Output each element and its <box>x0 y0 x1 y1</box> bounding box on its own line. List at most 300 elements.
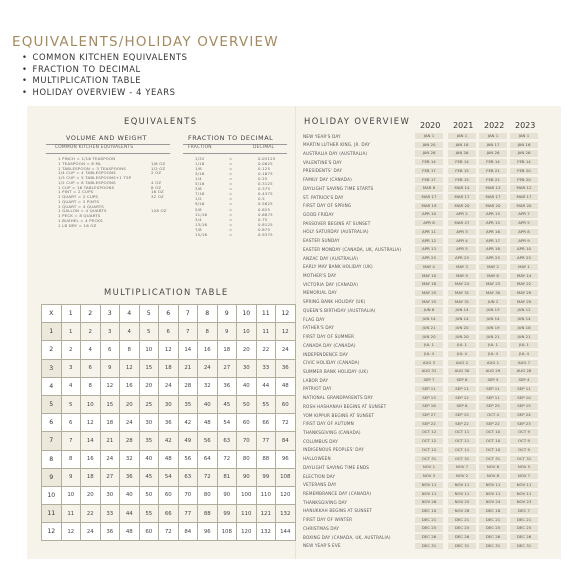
holiday-date: NOV 24 <box>479 499 507 505</box>
multiplication-product: 30 <box>139 414 159 432</box>
multiplication-row <box>42 359 296 377</box>
multiplication-product: 64 <box>198 450 218 468</box>
multiplication-product: 8 <box>81 377 101 395</box>
multiplication-product: 40 <box>139 450 159 468</box>
multiplication-product: 24 <box>81 523 101 541</box>
fraction-value: 1/8 <box>195 166 202 172</box>
multiplication-factor: 2 <box>81 305 101 323</box>
holiday-date: FEB 21 <box>479 177 507 183</box>
kitchen-equivalent-value: 16 OZ <box>151 189 164 195</box>
decimal-value: 0.375 <box>258 186 271 192</box>
multiplication-product: 55 <box>256 395 276 413</box>
holiday-row <box>303 517 539 524</box>
holiday-date: MAR 17 <box>479 194 507 200</box>
holiday-name: PATRIOT DAY <box>303 386 332 392</box>
holiday-date: NOV 11 <box>448 491 476 497</box>
holiday-date: FEB 21 <box>479 168 507 174</box>
holiday-date: OCT 9 <box>510 429 538 435</box>
multiplication-product: 96 <box>276 450 296 468</box>
multiplication-factor: 11 <box>42 505 62 523</box>
multiplication-product: 4 <box>81 341 101 359</box>
multiplication-product: 24 <box>159 377 179 395</box>
holiday-date: APR 16 <box>479 229 507 235</box>
holiday-date: JUN 12 <box>510 307 538 313</box>
holiday-row <box>303 325 539 332</box>
holiday-row <box>303 185 539 192</box>
holiday-row <box>303 316 539 323</box>
holiday-date: NOV 11 <box>510 482 538 488</box>
holiday-date: MAY 31 <box>448 290 476 296</box>
multiplication-product: 8 <box>61 450 81 468</box>
holiday-name: YOM KIPPUR BEGINS AT SUNSET <box>303 412 375 418</box>
holiday-date: FEB 17 <box>415 177 443 183</box>
holiday-name: PASSOVER BEGINS AT SUNSET <box>303 220 371 226</box>
holiday-row <box>303 534 539 541</box>
multiplication-product: 66 <box>256 414 276 432</box>
multiplication-factor: 5 <box>139 305 159 323</box>
holiday-date: APR 9 <box>510 238 538 244</box>
multiplication-product: 60 <box>159 486 179 504</box>
holiday-row <box>303 229 539 236</box>
multiplication-factor: 11 <box>256 305 276 323</box>
holiday-name: INDEPENDENCE DAY <box>303 351 349 357</box>
holiday-date: JUN 2 <box>479 299 507 305</box>
multiplication-product: 14 <box>81 432 101 450</box>
holiday-name: ROSH HASHANAH BEGINS AT SUNSET <box>303 403 387 409</box>
holiday-name: MEMORIAL DAY <box>303 290 337 296</box>
contents-item: • HOLIDAY OVERVIEW - 4 YEARS <box>30 87 188 99</box>
kitchen-equivalent-line: 1 TEASPOON = 8 ML <box>58 160 102 166</box>
multiplication-product: 36 <box>217 377 237 395</box>
multiplication-product: 110 <box>237 505 257 523</box>
multiplication-product: 60 <box>237 414 257 432</box>
holiday-date: APR 10 <box>415 211 443 217</box>
kitchen-equivalent-line: 1 CUP = 16 TABLESPOONS <box>58 184 115 190</box>
holiday-name: ELECTION DAY <box>303 473 336 479</box>
holiday-date: JUN 19 <box>479 325 507 331</box>
holiday-date: DEC 25 <box>510 525 538 531</box>
contents-item: • COMMON KITCHEN EQUIVALENTS <box>30 52 188 64</box>
holiday-date: OCT 11 <box>448 447 476 453</box>
multiplication-product: 5 <box>61 395 81 413</box>
holiday-date: JUL 4 <box>448 351 476 357</box>
holiday-date: FEB 14 <box>510 159 538 165</box>
multiplication-factor: 10 <box>42 486 62 504</box>
multiplication-factor: 4 <box>120 305 140 323</box>
holiday-date: MAY 31 <box>448 299 476 305</box>
holiday-date: FEB 15 <box>448 177 476 183</box>
holiday-date: NOV 7 <box>510 473 538 479</box>
holiday-date: MAY 3 <box>448 264 476 270</box>
holiday-date: JUL 1 <box>510 342 538 348</box>
holiday-row <box>303 403 539 410</box>
kitchen-equivalent-line: 1 QUART = 2 PINTS <box>58 198 100 204</box>
multiplication-row <box>42 468 296 486</box>
holiday-date: SEP 24 <box>510 412 538 418</box>
holiday-date: DEC 31 <box>510 543 538 549</box>
fraction-value: 3/16 <box>195 171 205 177</box>
fraction-value: 11/16 <box>195 211 208 217</box>
holiday-date: AUG 2 <box>448 360 476 366</box>
holiday-date: NOV 1 <box>415 464 443 470</box>
holiday-date: SEP 11 <box>510 386 538 392</box>
holiday-row <box>303 525 539 532</box>
decimal-value: 0.9375 <box>258 231 273 237</box>
multiplication-product: 16 <box>81 450 101 468</box>
holiday-row <box>303 456 539 463</box>
multiplication-product: 36 <box>159 414 179 432</box>
multiplication-product: 144 <box>276 523 296 541</box>
multiplication-product: 63 <box>178 468 198 486</box>
holiday-date: APR 8 <box>510 229 538 235</box>
holiday-date: JUN 18 <box>510 325 538 331</box>
holiday-date: APR 2 <box>448 211 476 217</box>
multiplication-product: 35 <box>178 395 198 413</box>
holiday-row <box>303 142 539 149</box>
holiday-date: JUN 14 <box>510 316 538 322</box>
holiday-date: OCT 10 <box>479 447 507 453</box>
holiday-date: APR 18 <box>479 246 507 252</box>
holiday-name: INDIGENOUS PEOPLES' DAY <box>303 447 365 453</box>
divider <box>183 153 287 154</box>
multiplication-product: 10 <box>61 486 81 504</box>
holiday-date: APR 12 <box>415 238 443 244</box>
holiday-date: APR 5 <box>510 220 538 226</box>
holiday-date: JUN 14 <box>448 316 476 322</box>
fraction-value: 1/16 <box>195 161 205 167</box>
multiplication-product: 4 <box>61 377 81 395</box>
holiday-row <box>303 342 539 349</box>
kitchen-equivalent-line: 1 LB DRY = 16 OZ <box>58 222 97 228</box>
equals-sign: = <box>229 186 233 192</box>
holiday-date: OCT 12 <box>415 438 443 444</box>
fraction-value: 5/16 <box>195 181 205 187</box>
year-header: 2022 <box>484 121 505 130</box>
holiday-row <box>303 360 539 367</box>
multiplication-product: 90 <box>217 486 237 504</box>
multiplication-product: 81 <box>217 468 237 486</box>
multiplication-product: 36 <box>120 468 140 486</box>
equals-sign: = <box>229 166 233 172</box>
multiplication-product: 77 <box>256 432 276 450</box>
holiday-date: MAY 22 <box>510 281 538 287</box>
holiday-date: SEP 22 <box>479 421 507 427</box>
multiplication-product: 14 <box>178 341 198 359</box>
multiplication-product: 50 <box>237 395 257 413</box>
multiplication-product: 42 <box>178 414 198 432</box>
holiday-row <box>303 281 539 288</box>
multiplication-product: 44 <box>120 505 140 523</box>
holiday-date: JUN 20 <box>448 325 476 331</box>
holiday-row <box>303 194 539 201</box>
multiplication-product: 27 <box>100 468 120 486</box>
holiday-date: SEP 22 <box>448 421 476 427</box>
holiday-date: AUG 30 <box>448 368 476 374</box>
holiday-row <box>303 499 539 506</box>
holiday-date: JUN 8 <box>415 307 443 313</box>
multiplication-product: 16 <box>198 341 218 359</box>
multiplication-product: 60 <box>139 523 159 541</box>
multiplication-product: 35 <box>139 432 159 450</box>
multiplication-product: 72 <box>276 414 296 432</box>
holiday-date: JUL 1 <box>415 342 443 348</box>
holiday-name: DAYLIGHT SAVING TIME ENDS <box>303 464 370 470</box>
holiday-date: AUG 29 <box>479 368 507 374</box>
fraction-value: 1/4 <box>195 176 202 182</box>
holiday-date: APR 10 <box>510 246 538 252</box>
holiday-date: OCT 31 <box>448 456 476 462</box>
holiday-date: NOV 2 <box>448 473 476 479</box>
holiday-date: DEC 21 <box>479 517 507 523</box>
multiplication-product: 120 <box>276 486 296 504</box>
holiday-date: JAN 26 <box>479 150 507 156</box>
multiplication-product: 9 <box>100 359 120 377</box>
multiplication-factor: 3 <box>42 359 62 377</box>
year-header: 2023 <box>515 121 536 130</box>
kitchen-equivalent-value: 8 OZ <box>151 184 162 190</box>
holiday-date: MAY 4 <box>415 264 443 270</box>
holiday-name: EARLY MAY BANK HOLIDAY (UK) <box>303 264 373 270</box>
equals-sign: = <box>229 171 233 177</box>
holiday-date: SEP 6 <box>448 377 476 383</box>
holiday-date: DEC 21 <box>448 517 476 523</box>
multiplication-product: 56 <box>178 450 198 468</box>
holiday-date: MAY 14 <box>510 273 538 279</box>
decimal-value: 0.125 <box>258 166 271 172</box>
holiday-name: CHRISTMAS DAY <box>303 525 340 531</box>
multiplication-product: 54 <box>217 414 237 432</box>
holiday-date: APR 13 <box>415 246 443 252</box>
multiplication-product: 132 <box>276 505 296 523</box>
holiday-date: AUG 28 <box>510 368 538 374</box>
holiday-date: JUL 1 <box>479 342 507 348</box>
multiplication-product: 24 <box>120 414 140 432</box>
holiday-date: NOV 11 <box>479 491 507 497</box>
decimal-value: 0.625 <box>258 206 271 212</box>
holiday-date: JAN 17 <box>479 142 507 148</box>
multiplication-product: 10 <box>81 395 101 413</box>
holiday-date: SEP 11 <box>479 386 507 392</box>
holiday-date: SEP 10 <box>510 395 538 401</box>
multiplication-factor: 7 <box>178 305 198 323</box>
multiplication-product: 18 <box>217 341 237 359</box>
multiplication-product: 12 <box>120 359 140 377</box>
multiplication-row <box>42 323 296 341</box>
multiplication-product: 10 <box>237 323 257 341</box>
holiday-date: MAY 10 <box>415 273 443 279</box>
multiplication-product: 99 <box>256 468 276 486</box>
equals-sign: = <box>229 196 233 202</box>
holiday-name: FLAG DAY <box>303 316 325 322</box>
kitchen-equivalent-line: 1 PINT = 2 CUPS <box>58 189 94 195</box>
holiday-name: VALENTINE'S DAY <box>303 159 342 165</box>
multiplication-product: 20 <box>139 377 159 395</box>
multiplication-factor: 4 <box>42 377 62 395</box>
holiday-row <box>303 395 539 402</box>
multiplication-product: 12 <box>61 523 81 541</box>
fraction-value: 3/4 <box>195 216 202 222</box>
multiplication-product: 96 <box>198 523 218 541</box>
multiplication-row <box>42 432 296 450</box>
holiday-date: JUL 4 <box>479 351 507 357</box>
equals-sign: = <box>229 206 233 212</box>
fraction-value: 1/32 <box>195 156 205 161</box>
fraction-value: 15/16 <box>195 231 208 237</box>
holiday-row <box>303 368 539 375</box>
multiplication-product: 88 <box>198 505 218 523</box>
multiplication-product: 33 <box>100 505 120 523</box>
kitchen-equivalent-value: 1/6 OZ <box>151 160 166 166</box>
holiday-name: EASTER SUNDAY <box>303 238 340 244</box>
multiplication-title: MULTIPLICATION TABLE <box>104 287 229 297</box>
holiday-date: OCT 4 <box>479 412 507 418</box>
multiplication-product: 77 <box>178 505 198 523</box>
holiday-row <box>303 238 539 245</box>
kitchen-equivalent-line: 1/2 CUP = 8 TABLESPOONS <box>58 179 116 185</box>
holiday-date: APR 3 <box>448 229 476 235</box>
multiplication-product: 72 <box>159 523 179 541</box>
multiplication-product: 11 <box>256 323 276 341</box>
kitchen-equivalent-line: 1 BUSHEL = 4 PECKS <box>58 217 103 223</box>
holiday-date: JUL 4 <box>510 351 538 357</box>
holiday-date: MAR 14 <box>448 185 476 191</box>
kitchen-equivalent-value: 4 OZ <box>151 179 162 185</box>
multiplication-product: 18 <box>159 359 179 377</box>
holiday-date: MAR 17 <box>415 194 443 200</box>
holiday-row <box>303 421 539 428</box>
holiday-date: DEC 21 <box>510 517 538 523</box>
kitchen-equivalent-value: 2 OZ <box>151 170 162 176</box>
multiplication-product: 22 <box>256 341 276 359</box>
multiplication-product: 6 <box>81 359 101 377</box>
decimal-value: 0.25 <box>258 176 268 182</box>
decimal-value: 0.3125 <box>258 181 273 187</box>
holiday-name: NATIONAL GRANDPARENTS DAY <box>303 395 373 401</box>
holiday-date: OCT 10 <box>479 438 507 444</box>
holiday-date: JAN 20 <box>415 142 443 148</box>
holiday-name: MARTIN LUTHER KING, JR. DAY <box>303 142 371 148</box>
holiday-date: SEP 22 <box>415 421 443 427</box>
multiplication-factor: 12 <box>42 523 62 541</box>
fraction-decimal-title: FRACTION TO DECIMAL <box>188 134 274 142</box>
holiday-name: ANZAC DAY (AUSTRALIA) <box>303 255 359 261</box>
holiday-date: OCT 31 <box>415 456 443 462</box>
multiplication-product: 108 <box>276 468 296 486</box>
holiday-name: REMEMBRANCE DAY (CANADA) <box>303 491 372 497</box>
holiday-row <box>303 159 539 166</box>
holiday-date: DEC 21 <box>415 517 443 523</box>
holiday-date: NOV 26 <box>415 499 443 505</box>
holiday-row <box>303 255 539 262</box>
holiday-name: FIRST DAY OF AUTUMN <box>303 421 354 427</box>
holiday-name: NEW YEAR'S EVE <box>303 543 341 549</box>
holiday-date: AUG 1 <box>479 360 507 366</box>
holiday-date: JAN 1 <box>479 133 507 139</box>
multiplication-product: 12 <box>276 323 296 341</box>
holiday-name: FIRST DAY OF WINTER <box>303 517 353 523</box>
multiplication-product: 10 <box>139 341 159 359</box>
multiplication-product: 88 <box>256 450 276 468</box>
multiplication-product: 18 <box>100 414 120 432</box>
multiplication-product: 45 <box>139 468 159 486</box>
holiday-date: MAR 17 <box>448 194 476 200</box>
multiplication-product: 80 <box>198 486 218 504</box>
multiplication-product: 27 <box>217 359 237 377</box>
holiday-date: SEP 15 <box>448 412 476 418</box>
kitchen-equivalent-value: 128 OZ <box>151 208 167 214</box>
multiplication-product: 22 <box>81 505 101 523</box>
multiplication-product: 45 <box>217 395 237 413</box>
holiday-date: APR 15 <box>479 211 507 217</box>
multiplication-product: 84 <box>178 523 198 541</box>
multiplication-product: 16 <box>120 377 140 395</box>
holiday-date: JAN 26 <box>448 150 476 156</box>
holiday-date: OCT 9 <box>510 438 538 444</box>
multiplication-product: 7 <box>61 432 81 450</box>
holiday-date: MAY 29 <box>510 290 538 296</box>
holiday-date: FEB 14 <box>448 159 476 165</box>
equals-sign: = <box>229 176 233 182</box>
holiday-date: MAR 13 <box>479 185 507 191</box>
multiplication-product: 56 <box>198 432 218 450</box>
kitchen-equivalent-line: 1 QUART = 2 CUPS <box>58 194 99 199</box>
holiday-name: VICTORIA DAY (CANADA) <box>303 281 359 287</box>
holiday-date: JAN 16 <box>510 142 538 148</box>
multiplication-product: 72 <box>198 468 218 486</box>
multiplication-product: 40 <box>237 377 257 395</box>
multiplication-factor: 5 <box>42 395 62 413</box>
holiday-row <box>303 429 539 436</box>
equals-sign: = <box>229 231 233 237</box>
holiday-date: DEC 26 <box>510 534 538 540</box>
decimal-value: 0.1875 <box>258 171 273 177</box>
holiday-date: MAR 17 <box>510 194 538 200</box>
multiplication-factor: 9 <box>42 468 62 486</box>
holiday-date: NOV 8 <box>479 473 507 479</box>
multiplication-product: 70 <box>178 486 198 504</box>
holiday-date: SEP 11 <box>479 395 507 401</box>
holiday-row <box>303 377 539 384</box>
holiday-row <box>303 491 539 498</box>
holiday-date: JUN 21 <box>479 334 507 340</box>
holiday-name: BOXING DAY (CANADA, UK, AUSTRALIA) <box>303 534 391 540</box>
holiday-row <box>303 133 539 140</box>
multiplication-product: 18 <box>81 468 101 486</box>
contents-item: • FRACTION TO DECIMAL <box>30 64 188 76</box>
holiday-row <box>303 438 539 445</box>
holiday-name: AUSTRALIA DAY (AUSTRALIA) <box>303 150 368 156</box>
multiplication-factor: 7 <box>42 432 62 450</box>
contents-list <box>30 52 188 98</box>
holiday-date: JUN 21 <box>510 334 538 340</box>
decimal-value: 0.03125 <box>258 156 276 161</box>
holiday-row <box>303 447 539 454</box>
fraction-value: 1/2 <box>195 196 202 202</box>
holiday-date: JAN 26 <box>415 150 443 156</box>
multiplication-product: 24 <box>276 341 296 359</box>
holiday-date: MAY 1 <box>510 264 538 270</box>
holiday-date: APR 11 <box>415 229 443 235</box>
multiplication-factor: 9 <box>217 305 237 323</box>
holiday-row <box>303 464 539 471</box>
holiday-name: GOOD FRIDAY <box>303 211 334 217</box>
page-title: EQUIVALENTS/HOLIDAY OVERVIEW <box>12 34 279 50</box>
multiplication-product: 3 <box>61 359 81 377</box>
holiday-date: JUN 14 <box>479 316 507 322</box>
multiplication-product: 20 <box>120 395 140 413</box>
holiday-name: SUMMER BANK HOLIDAY (UK) <box>303 368 369 374</box>
holiday-name: FIRST DAY OF SPRING <box>303 203 352 209</box>
